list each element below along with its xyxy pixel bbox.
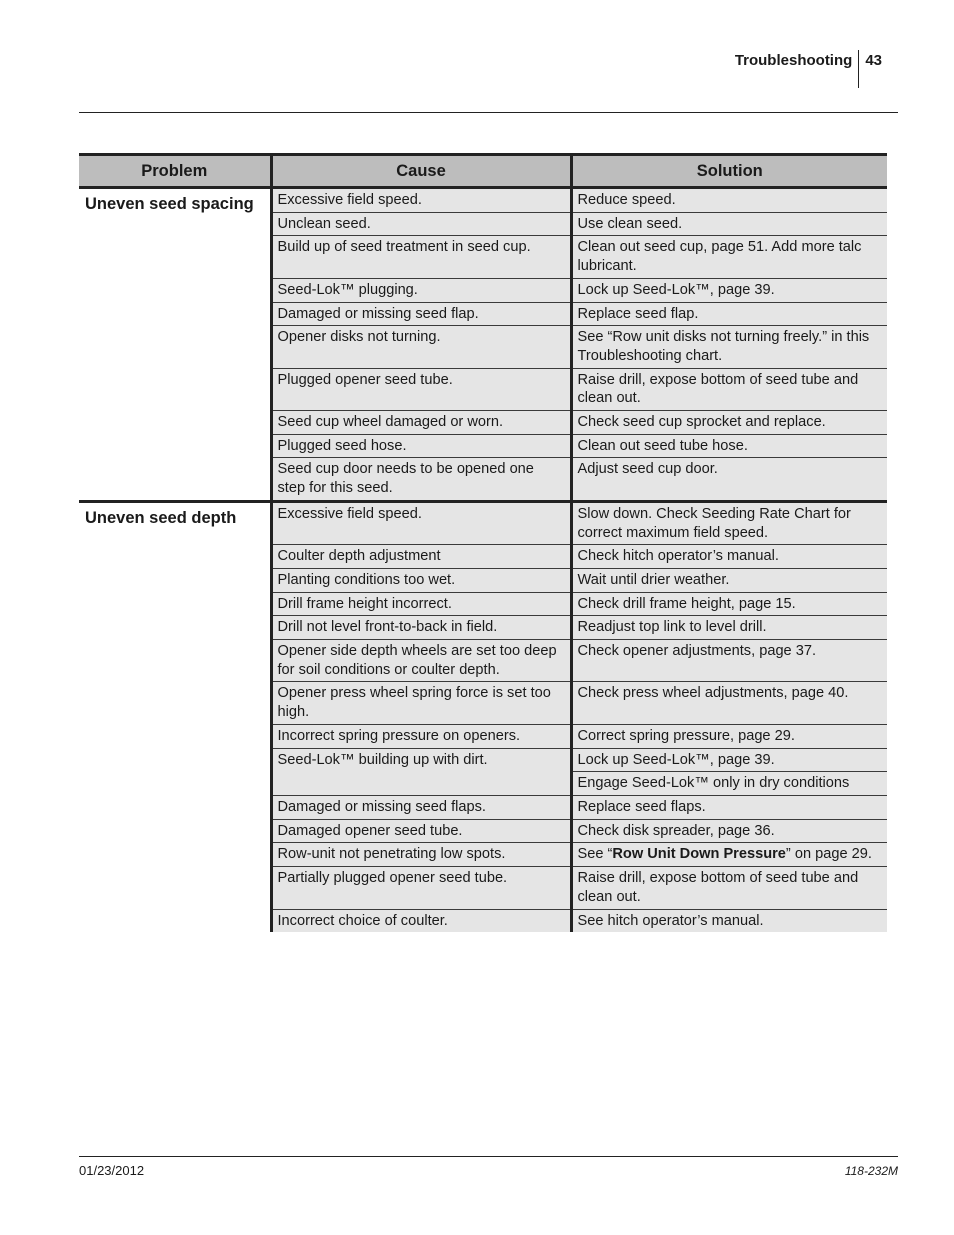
cause-cell: Opener side depth wheels are set too deep for soil conditions or coulter depth. xyxy=(271,640,571,682)
solution-text: ” on page 29. xyxy=(785,846,872,863)
cause-cell: Planting conditions too wet. xyxy=(271,568,571,592)
table-row xyxy=(79,188,887,213)
solution-cell: See “Row unit disks not turning freely.” in this Troubleshooting chart. xyxy=(571,326,887,368)
solution-cell: Check seed cup sprocket and replace. xyxy=(571,411,887,435)
cause-cell: Incorrect choice of coulter. xyxy=(271,909,571,932)
cause-cell: Damaged or missing seed flaps. xyxy=(271,795,571,819)
solution-cell: Check hitch operator’s manual. xyxy=(571,545,887,569)
solution-cell: Slow down. Check Seeding Rate Chart for correct maximum field speed. xyxy=(571,501,887,544)
page-number: 43 xyxy=(865,52,882,69)
footer-date: 01/23/2012 xyxy=(79,1163,145,1178)
cause-cell: Seed-Lok™ building up with dirt. xyxy=(271,748,571,795)
table-header-row xyxy=(79,155,887,188)
cause-cell: Plugged opener seed tube. xyxy=(271,368,571,410)
solution-cell: Use clean seed. xyxy=(571,212,887,236)
problem-cell: Uneven seed spacing xyxy=(79,188,271,502)
solution-cell: Reduce speed. xyxy=(571,188,887,213)
cause-cell: Seed cup wheel damaged or worn. xyxy=(271,411,571,435)
solution-cell: Clean out seed cup, page 51. Add more talc lubricant. xyxy=(571,236,887,278)
solution-cell: Wait until drier weather. xyxy=(571,568,887,592)
solution-cell: Check drill frame height, page 15. xyxy=(571,592,887,616)
solution-cell: Adjust seed cup door. xyxy=(571,458,887,501)
cause-cell: Opener press wheel spring force is set too high. xyxy=(271,682,571,724)
footer-rule xyxy=(79,1156,898,1157)
section-title: Troubleshooting xyxy=(734,52,853,69)
cause-cell: Seed cup door needs to be opened one step for this seed. xyxy=(271,458,571,501)
solution-cell: Readjust top link to level drill. xyxy=(571,616,887,640)
cause-cell: Excessive field speed. xyxy=(271,501,571,544)
solution-cell: Raise drill, expose bottom of seed tube and clean out. xyxy=(571,368,887,410)
solution-cell: Replace seed flaps. xyxy=(571,795,887,819)
cause-cell: Drill not level front-to-back in field. xyxy=(271,616,571,640)
troubleshooting-table xyxy=(79,153,887,932)
solution-cell: Raise drill, expose bottom of seed tube and clean out. xyxy=(571,867,887,909)
solution-cell: Check opener adjustments, page 37. xyxy=(571,640,887,682)
cause-cell: Partially plugged opener seed tube. xyxy=(271,867,571,909)
cause-cell: Opener disks not turning. xyxy=(271,326,571,368)
cause-cell: Unclean seed. xyxy=(271,212,571,236)
solution-cell: Clean out seed tube hose. xyxy=(571,434,887,458)
cause-cell: Damaged or missing seed flap. xyxy=(271,302,571,326)
column-header-solution: Solution xyxy=(571,155,887,188)
solution-text: See “ xyxy=(577,846,613,863)
cause-cell: Plugged seed hose. xyxy=(271,434,571,458)
column-header-cause: Cause xyxy=(271,155,571,188)
footer-doc-number: 118-232M xyxy=(844,1164,898,1178)
solution-cell: Lock up Seed-Lok™, page 39. xyxy=(571,748,887,772)
cause-cell: Build up of seed treatment in seed cup. xyxy=(271,236,571,278)
header-rule xyxy=(79,112,898,113)
page-header xyxy=(735,50,882,88)
section-reference: Row Unit Down Pressure xyxy=(612,846,786,863)
cause-cell: Incorrect spring pressure on openers. xyxy=(271,724,571,748)
solution-cell: Lock up Seed-Lok™, page 39. xyxy=(571,278,887,302)
solution-cell xyxy=(571,843,887,867)
solution-cell: Check disk spreader, page 36. xyxy=(571,819,887,843)
cause-cell: Coulter depth adjustment xyxy=(271,545,571,569)
cause-cell: Row-unit not penetrating low spots. xyxy=(271,843,571,867)
column-header-problem: Problem xyxy=(79,155,271,188)
cause-cell: Damaged opener seed tube. xyxy=(271,819,571,843)
cause-cell: Excessive field speed. xyxy=(271,188,571,213)
solution-cell: Correct spring pressure, page 29. xyxy=(571,724,887,748)
solution-cell: Engage Seed-Lok™ only in dry conditions xyxy=(571,772,887,796)
cause-cell: Drill frame height incorrect. xyxy=(271,592,571,616)
solution-cell: Check press wheel adjustments, page 40. xyxy=(571,682,887,724)
solution-cell: Replace seed flap. xyxy=(571,302,887,326)
cause-cell: Seed-Lok™ plugging. xyxy=(271,278,571,302)
problem-cell: Uneven seed depth xyxy=(79,501,271,932)
table-row xyxy=(79,501,887,544)
solution-cell: See hitch operator’s manual. xyxy=(571,909,887,932)
